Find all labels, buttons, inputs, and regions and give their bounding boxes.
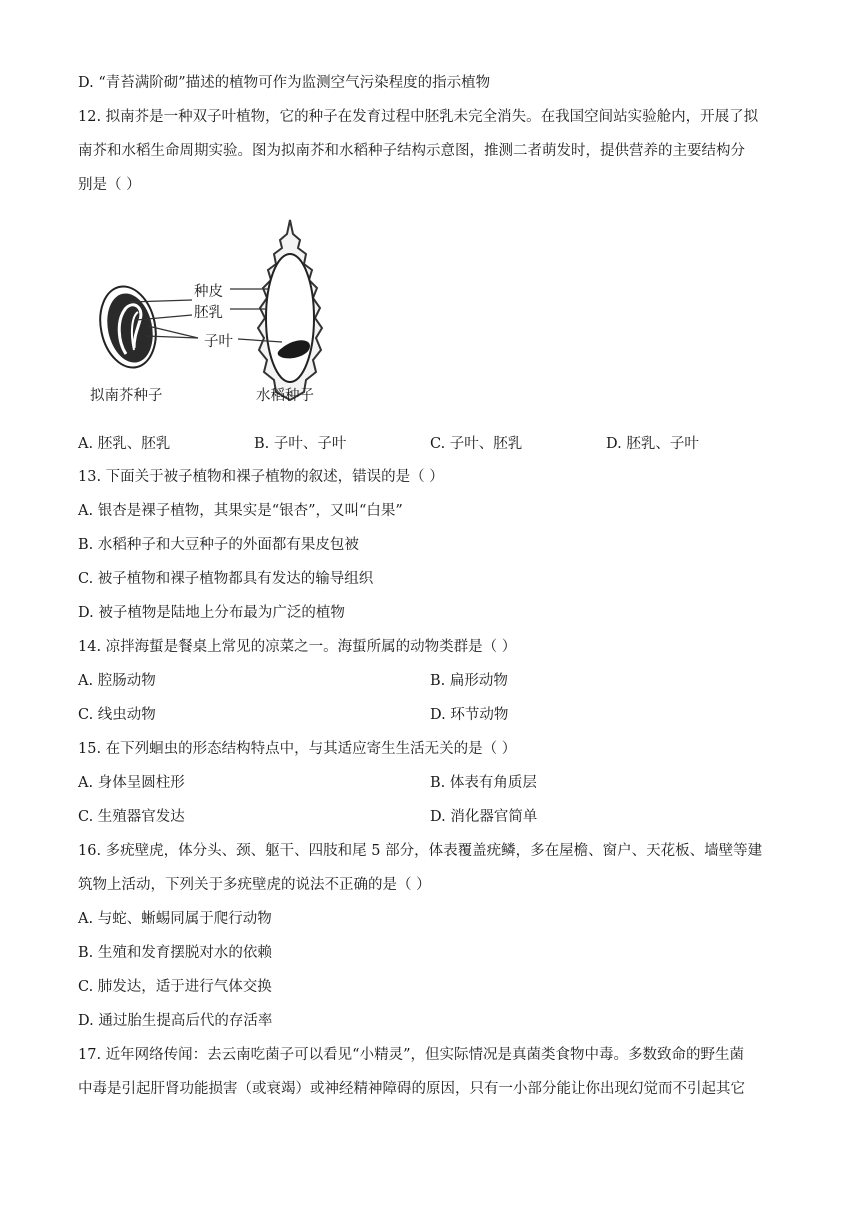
rice-seed-illustration xyxy=(258,220,322,400)
q13-stem: 13. 下面关于被子植物和裸子植物的叙述，错误的是（ ） xyxy=(78,469,444,485)
q12-option-d: D. 胚乳、子叶 xyxy=(606,436,699,452)
q13-option-c: C. 被子植物和裸子植物都具有发达的输导组织 xyxy=(78,571,374,587)
q14-option-b: B. 扁形动物 xyxy=(430,673,508,689)
q13-option-a: A. 银杏是裸子植物，其果实是“银杏”，又叫“白果” xyxy=(78,503,403,519)
q12-stem-line2: 南芥和水稻生命周期实验。图为拟南芥和水稻种子结构示意图，推测二者萌发时，提供营养的主要结构分 xyxy=(78,143,745,159)
caption-arabidopsis-seed: 拟南芥种子 xyxy=(90,388,163,404)
q16-option-a: A. 与蛇、蜥蜴同属于爬行动物 xyxy=(78,911,272,927)
q12-stem-line3: 别是（ ） xyxy=(78,177,141,193)
q15-option-a: A. 身体呈圆柱形 xyxy=(78,775,185,791)
q16-stem-line1: 16. 多疣壁虎，体分头、颈、躯干、四肢和尾 5 部分，体表覆盖疣鳞，多在屋檐、窗户、天花板、墙壁等建 xyxy=(78,843,763,859)
q15-option-c: C. 生殖器官发达 xyxy=(78,809,185,825)
q17-stem-line1: 17. 近年网络传闻：去云南吃菌子可以看见“小精灵”，但实际情况是真菌类食物中毒。多数致命的野生菌 xyxy=(78,1047,744,1063)
q14-option-d: D. 环节动物 xyxy=(430,707,509,723)
q16-stem-line2: 筑物上活动，下列关于多疣壁虎的说法不正确的是（ ） xyxy=(78,877,431,893)
q15-option-b: B. 体表有角质层 xyxy=(430,775,537,791)
q14-option-c: C. 线虫动物 xyxy=(78,707,156,723)
q14-option-a: A. 腔肠动物 xyxy=(78,673,156,689)
q15-option-d: D. 消化器官简单 xyxy=(430,809,538,825)
q16-option-b: B. 生殖和发育摆脱对水的依赖 xyxy=(78,945,272,961)
q16-option-c: C. 肺发达，适于进行气体交换 xyxy=(78,979,272,995)
label-endosperm: 胚乳 xyxy=(194,305,223,321)
q15-stem: 15. 在下列蛔虫的形态结构特点中，与其适应寄生生活无关的是（ ） xyxy=(78,741,517,757)
label-seed-coat: 种皮 xyxy=(194,284,223,300)
caption-rice-seed: 水稻种子 xyxy=(256,388,314,404)
q11-option-d: D. “青苔满阶砌”描述的植物可作为监测空气污染程度的指示植物 xyxy=(78,75,491,91)
q12-option-c: C. 子叶、胚乳 xyxy=(430,436,523,452)
q13-option-b: B. 水稻种子和大豆种子的外面都有果皮包被 xyxy=(78,537,359,553)
label-cotyledon: 子叶 xyxy=(204,334,233,350)
q14-stem: 14. 凉拌海蜇是餐桌上常见的凉菜之一。海蜇所属的动物类群是（ ） xyxy=(78,639,517,655)
q12-option-a: A. 胚乳、胚乳 xyxy=(78,436,171,452)
q16-option-d: D. 通过胎生提高后代的存活率 xyxy=(78,1013,273,1029)
seed-structure-figure xyxy=(90,212,350,412)
q12-stem-line1: 12. 拟南芥是一种双子叶植物，它的种子在发育过程中胚乳未完全消失。在我国空间站实验舱内，开展了拟 xyxy=(78,109,759,125)
q12-option-b: B. 子叶、子叶 xyxy=(254,436,347,452)
q17-stem-line2: 中毒是引起肝肾功能损害（或衰竭）或神经精神障碍的原因，只有一小部分能让你出现幻觉而不引起其它 xyxy=(78,1081,745,1097)
q13-option-d: D. 被子植物是陆地上分布最为广泛的植物 xyxy=(78,605,345,621)
